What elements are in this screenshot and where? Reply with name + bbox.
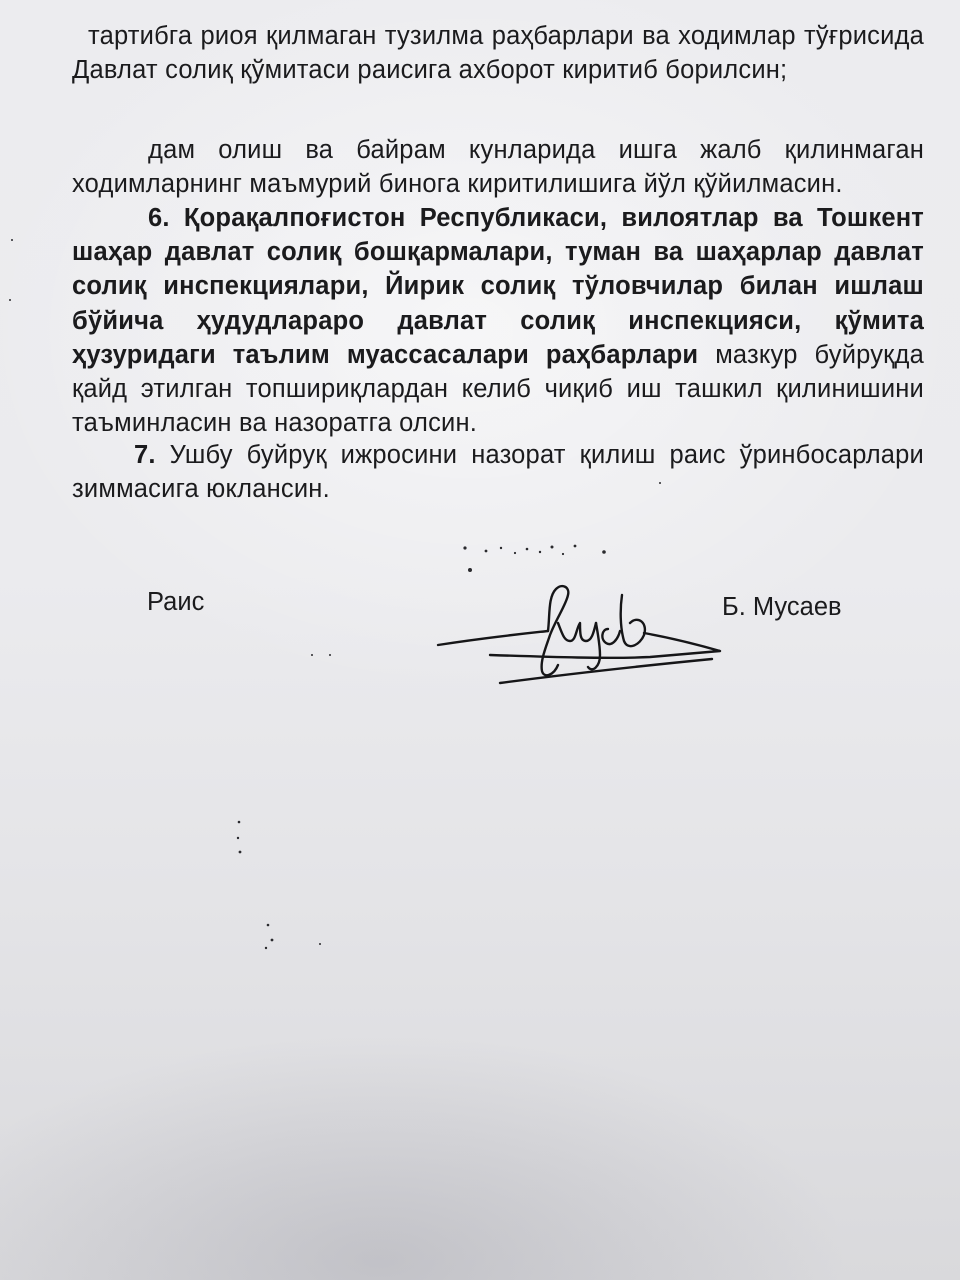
paragraph-reporting-text: тартибга риоя қилмаган тузилма раҳбарлари ва ходимлар тўғрисида Давлат солиқ қўмитаси раисига ахборот киритиб борилсин; (72, 22, 924, 85)
item-7-text: Ушбу буйруқ ижросини назорат қилиш раис ўринбосарлари зиммасига юклансин. (72, 441, 924, 504)
paragraph-reporting (72, 19, 924, 87)
signatory-title: Раис (147, 588, 205, 616)
signatory-name: Б. Мусаев (722, 593, 842, 621)
handwritten-signature (430, 575, 730, 695)
item-6-text: мазкур буйруқда қайд этилган топшириқлардан келиб чиқиб иш ташкил қилинишини таъминласин ва назоратга олсин. (72, 340, 924, 438)
paragraph-holiday-access (72, 133, 924, 201)
page-shadow (0, 930, 960, 1280)
item-7-number: 7. (134, 441, 156, 469)
item-6-bold-text: Қорақалпоғистон Республикаси, вилоятлар ва Тошкент шаҳар давлат солиқ бошқармалари, туман ва шаҳарлар давлат солиқ инспекциялари, Йирик солиқ тўловчилар билан ишлаш бўйича ҳудудлараро давлат солиқ инспекцияси, қўмита ҳузуридаги таълим муассасалари раҳбарлари (72, 204, 924, 369)
item-6 (72, 201, 924, 440)
paragraph-holiday-access-text: дам олиш ва байрам кунларида ишга жалб қилинмаган ходимларнинг маъмурий бинога киритилишига йўл қўйилмасин. (72, 136, 924, 199)
item-7 (72, 438, 924, 506)
item-6-number: 6. (148, 204, 170, 232)
